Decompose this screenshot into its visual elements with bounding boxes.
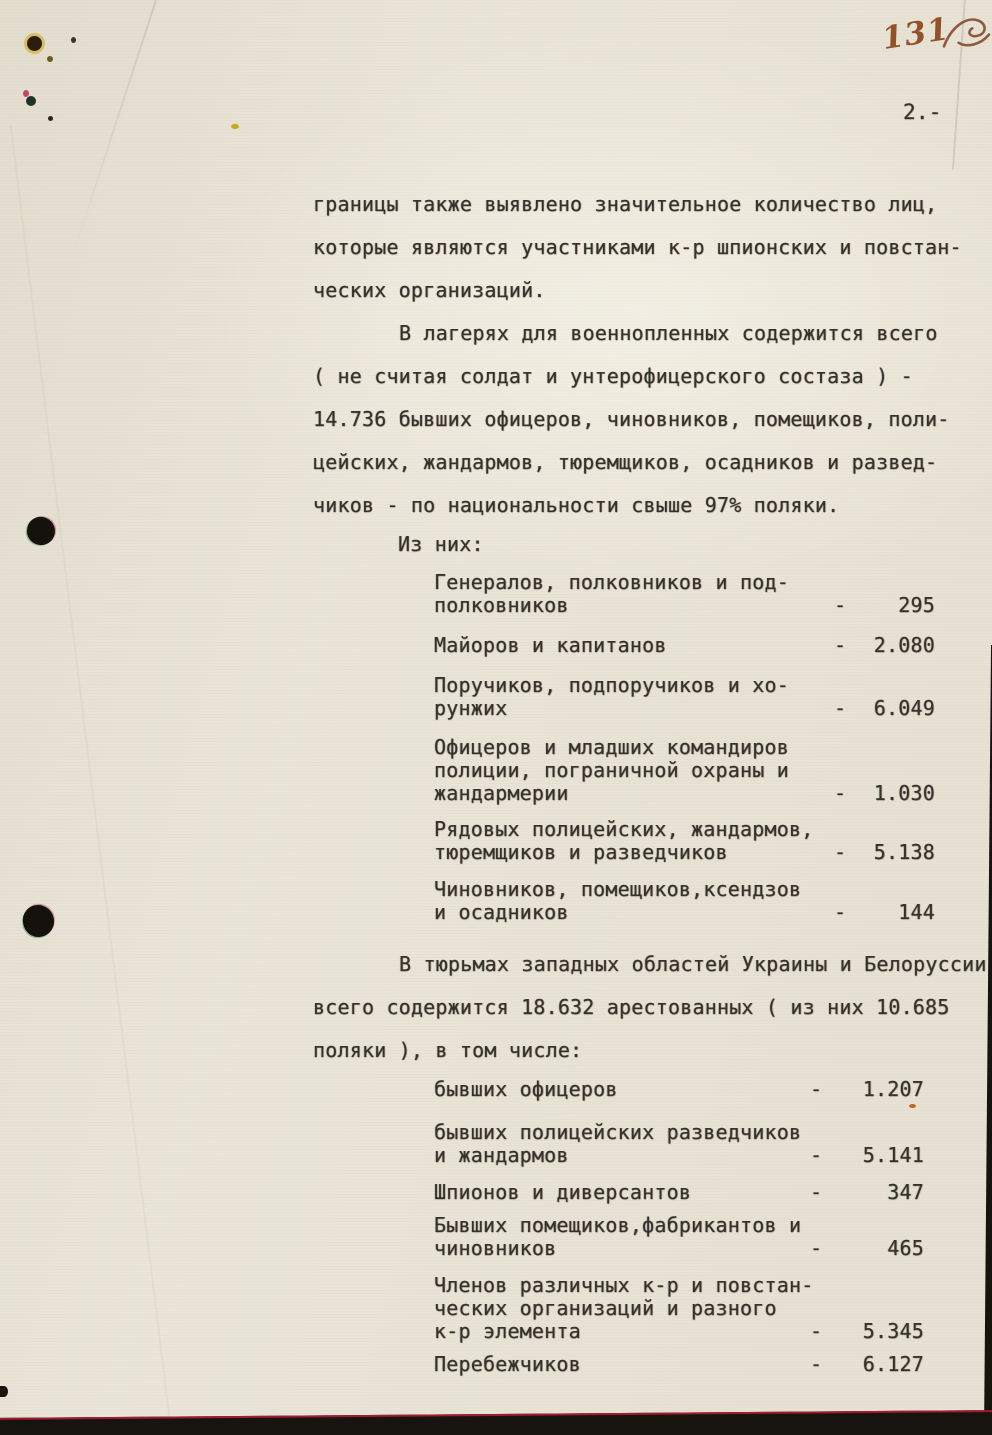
row-dash: - bbox=[834, 900, 847, 924]
ink-speck bbox=[27, 36, 42, 51]
row-value: 5.141 bbox=[862, 1143, 924, 1167]
paragraph bbox=[313, 183, 962, 312]
text-line: всего содержится 18.632 арестованных ( из них 10.685 bbox=[313, 995, 950, 1019]
row-value: 465 bbox=[887, 1236, 924, 1260]
statistics-table bbox=[434, 571, 935, 924]
text-line: В лагерях для военнопленных содержится всего bbox=[399, 321, 938, 345]
ink-speck bbox=[48, 116, 53, 121]
text-line: ческих организаций. bbox=[313, 278, 546, 302]
label-line: рунжих bbox=[434, 696, 508, 720]
row-value: 295 bbox=[898, 593, 935, 617]
row-value: 5.138 bbox=[873, 840, 935, 864]
statistics-table bbox=[434, 1078, 924, 1376]
row-dash: - bbox=[810, 1352, 823, 1376]
row-value: 2.080 bbox=[873, 633, 935, 657]
text-line: границы также выявлено значительное количество лиц, bbox=[313, 192, 938, 216]
row-dash: - bbox=[810, 1143, 823, 1167]
label-line: Перебежчиков bbox=[434, 1352, 581, 1376]
page-number: 2.- bbox=[903, 100, 942, 124]
label-line: и осадников bbox=[434, 900, 569, 924]
table-row bbox=[434, 1181, 924, 1204]
handwritten-scribble-mark bbox=[938, 11, 992, 60]
label-line: чиновников bbox=[434, 1236, 557, 1260]
label-line: к-р элемента bbox=[434, 1319, 581, 1343]
paper-crease bbox=[10, 125, 183, 1435]
table-row bbox=[434, 736, 935, 805]
label-line: полиции, пограничной охраны и bbox=[434, 758, 789, 782]
row-dash: - bbox=[810, 1077, 823, 1101]
label-line: Шпионов и диверсантов bbox=[434, 1180, 692, 1204]
row-value: 1.030 bbox=[873, 781, 935, 805]
row-label bbox=[434, 1273, 814, 1343]
table-row bbox=[434, 674, 935, 720]
label-line: и жандармов bbox=[434, 1143, 569, 1167]
text-line: которые являются участниками к-р шпионских и повстан- bbox=[313, 235, 962, 259]
label-line: Членов различных к-р и повстан- bbox=[434, 1273, 814, 1297]
label-line: бывших офицеров bbox=[434, 1077, 618, 1101]
row-dash: - bbox=[834, 593, 847, 617]
bottom-scan-edge bbox=[0, 1410, 992, 1435]
row-label bbox=[434, 878, 834, 924]
row-label bbox=[434, 1214, 810, 1260]
text-line: В тюрьмах западных областей Украины и Белоруссии bbox=[399, 952, 987, 976]
handwritten-annotation bbox=[879, 10, 992, 67]
table-row bbox=[434, 1078, 924, 1101]
label-line: тюремщиков и разведчиков bbox=[434, 840, 728, 864]
row-label bbox=[434, 1353, 810, 1376]
row-label bbox=[434, 818, 834, 864]
label-line: Чиновников, помещиков,ксендзов bbox=[434, 877, 802, 901]
text-line: ( не считая солдат и унтерофицерского состаза ) - bbox=[313, 364, 913, 388]
table-row bbox=[434, 1214, 924, 1260]
handwritten-folio-number: 131 bbox=[879, 10, 953, 58]
label-line: Рядовых полицейских, жандармов, bbox=[434, 817, 814, 841]
table-row bbox=[434, 634, 935, 657]
text-line: поляки ), в том числе: bbox=[313, 1038, 583, 1062]
label-line: ческих организаций и разного bbox=[434, 1296, 777, 1320]
list-intro: Из них: bbox=[398, 532, 484, 556]
label-line: Генералов, полковников и под- bbox=[434, 570, 789, 594]
text-line: 14.736 бывших офицеров, чиновников, помещиков, поли- bbox=[313, 407, 950, 431]
table-row bbox=[434, 878, 935, 924]
paragraph bbox=[313, 943, 987, 1072]
row-label bbox=[434, 674, 834, 720]
paper-crease bbox=[70, 0, 165, 263]
row-label bbox=[434, 571, 834, 617]
row-value: 5.345 bbox=[862, 1319, 924, 1343]
punch-hole bbox=[24, 514, 57, 547]
label-line: Майоров и капитанов bbox=[434, 633, 667, 657]
text-line: цейских, жандармов, тюремщиков, осадников и развед- bbox=[313, 450, 938, 474]
row-label bbox=[434, 634, 834, 657]
row-dash: - bbox=[810, 1236, 823, 1260]
row-label bbox=[434, 736, 834, 805]
row-dash: - bbox=[834, 633, 847, 657]
row-label bbox=[434, 1181, 810, 1204]
table-row bbox=[434, 1121, 924, 1167]
row-value: 6.049 bbox=[873, 696, 935, 720]
ink-speck bbox=[26, 96, 36, 106]
row-dash: - bbox=[834, 781, 847, 805]
row-value: 144 bbox=[898, 900, 935, 924]
table-row bbox=[434, 818, 935, 864]
table-row bbox=[434, 1274, 924, 1343]
table-row bbox=[434, 1353, 924, 1376]
ink-speck bbox=[47, 56, 53, 62]
row-value: 1.207 bbox=[862, 1077, 924, 1101]
label-line: Поручиков, подпоручиков и хо- bbox=[434, 673, 789, 697]
label-line: полковников bbox=[434, 593, 569, 617]
ink-speck bbox=[0, 1386, 8, 1397]
row-label bbox=[434, 1078, 810, 1101]
label-line: Офицеров и младших командиров bbox=[434, 735, 789, 759]
row-label bbox=[434, 1121, 810, 1167]
row-dash: - bbox=[810, 1180, 823, 1204]
punch-hole bbox=[21, 903, 56, 939]
paragraph bbox=[313, 312, 950, 527]
row-dash: - bbox=[834, 696, 847, 720]
label-line: бывших полицейских разведчиков bbox=[434, 1120, 802, 1144]
row-dash: - bbox=[810, 1319, 823, 1343]
ink-speck bbox=[231, 124, 239, 129]
row-value: 347 bbox=[887, 1180, 924, 1204]
row-dash: - bbox=[834, 840, 847, 864]
label-line: жандармерии bbox=[434, 781, 569, 805]
table-row bbox=[434, 571, 935, 617]
label-line: Бывших помещиков,фабрикантов и bbox=[434, 1213, 802, 1237]
ink-speck bbox=[71, 37, 76, 43]
row-value: 6.127 bbox=[862, 1352, 924, 1376]
text-line: чиков - по национальности свыше 97% поляки. bbox=[313, 493, 840, 517]
